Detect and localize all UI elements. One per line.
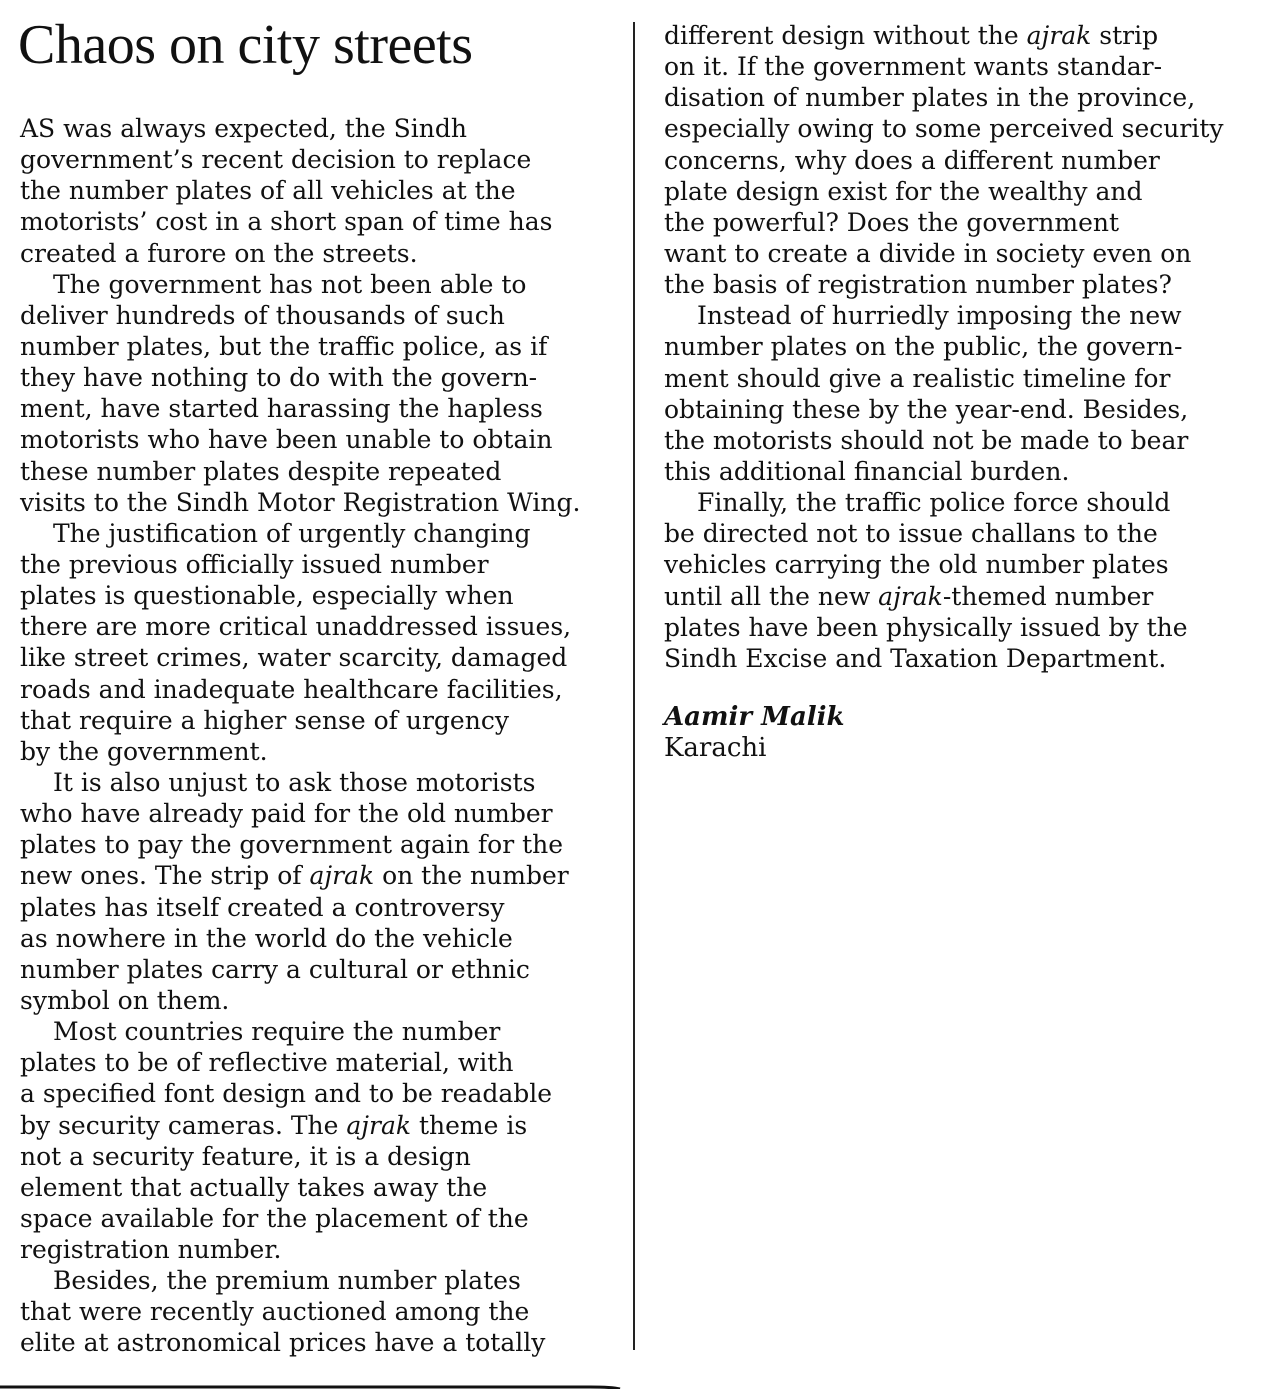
text-line: not a security feature, it is a design <box>20 1141 471 1171</box>
text-segment: until all the new <box>664 581 879 611</box>
text-line: Sindh Excise and Taxation Department. <box>664 643 1167 673</box>
text-line: ment should give a realistic timeline for <box>664 363 1171 393</box>
italic-term: ajrak <box>309 861 375 891</box>
text-line: number plates carry a cultural or ethnic <box>20 954 530 984</box>
text-line: especially owing to some perceived security <box>664 114 1224 144</box>
italic-term: ajrak <box>878 581 943 611</box>
text-line: they have nothing to do with the govern- <box>20 363 538 393</box>
text-line: ment, have started harassing the hapless <box>20 394 543 424</box>
text-line: plates has itself created a controversy <box>20 892 505 922</box>
text-line: government’s recent decision to replace <box>20 145 532 175</box>
text-line: a specified font design and to be readable <box>20 1079 553 1109</box>
text-line: like street crimes, water scarcity, damaged <box>20 643 568 673</box>
text-line: number plates, but the traffic police, as if <box>20 331 548 361</box>
text-line: as nowhere in the world do the vehicle <box>20 923 513 953</box>
text-line: concerns, why does a different number <box>664 145 1160 175</box>
article-column-left <box>20 113 610 1359</box>
text-line: motorists who have been unable to obtain <box>20 425 553 455</box>
text-line: by the government. <box>20 736 268 766</box>
text-line: this additional financial burden. <box>664 456 1070 486</box>
paragraph-first-line: The government has not been able to <box>53 269 527 299</box>
text-line: plates have been physically issued by the <box>664 612 1188 642</box>
text-line <box>20 1110 610 1141</box>
text-line: the number plates of all vehicles at the <box>20 176 516 206</box>
column-divider <box>633 22 635 1350</box>
text-line <box>20 860 610 891</box>
paragraph-first-line: Most countries require the number <box>53 1017 501 1047</box>
text-line: these number plates despite repeated <box>20 456 502 486</box>
text-line: element that actually takes away the <box>20 1172 488 1202</box>
italic-term: ajrak <box>346 1110 412 1140</box>
text-line: vehicles carrying the old number plates <box>664 550 1169 580</box>
author-name: Aamir Malik <box>664 702 845 732</box>
text-line: on it. If the government wants standar- <box>664 52 1163 82</box>
paragraph-first-line: Besides, the premium number plates <box>53 1266 521 1296</box>
letter-signature <box>664 702 845 764</box>
article-column-right <box>664 20 1254 674</box>
text-line: want to create a divide in society even on <box>664 238 1192 268</box>
text-line: there are more critical unaddressed issues, <box>20 612 572 642</box>
text-line: deliver hundreds of thousands of such <box>20 300 505 330</box>
paragraph-first-line: It is also unjust to ask those motorists <box>53 767 536 797</box>
text-line: who have already paid for the old number <box>20 799 553 829</box>
text-line: the basis of registration number plates? <box>664 270 1172 300</box>
text-line: registration number. <box>20 1235 282 1265</box>
text-line: obtaining these by the year-end. Besides, <box>664 394 1189 424</box>
text-line: disation of number plates in the province, <box>664 83 1196 113</box>
text-line <box>664 581 1254 612</box>
text-line: plate design exist for the wealthy and <box>664 176 1143 206</box>
italic-term: ajrak <box>1026 21 1092 50</box>
article-headline: Chaos on city streets <box>18 14 473 76</box>
text-line: symbol on them. <box>20 985 230 1015</box>
text-segment: strip <box>1091 21 1159 50</box>
text-line <box>664 20 1254 51</box>
text-line: be directed not to issue challans to the <box>664 519 1158 549</box>
paragraph-first-line: Finally, the traffic police force should <box>697 488 1171 518</box>
text-line: space available for the placement of the <box>20 1203 529 1233</box>
bottom-rule-line <box>0 1376 1261 1389</box>
text-segment: new ones. The strip of <box>20 861 310 891</box>
text-line: plates to pay the government again for the <box>20 830 564 860</box>
paragraph-first-line: The justification of urgently changing <box>53 518 531 548</box>
author-city: Karachi <box>664 733 767 764</box>
text-segment: on the number <box>374 861 569 891</box>
text-line: the powerful? Does the government <box>664 207 1120 237</box>
text-line: visits to the Sindh Motor Registration Wing. <box>20 487 581 517</box>
text-line: plates to be of reflective material, with <box>20 1048 514 1078</box>
text-segment: -themed number <box>942 581 1154 611</box>
text-line: created a furore on the streets. <box>20 238 418 268</box>
text-line: the previous officially issued number <box>20 549 489 579</box>
text-line: elite at astronomical prices have a totally <box>20 1328 546 1358</box>
text-line: roads and inadequate healthcare facilities, <box>20 674 563 704</box>
text-segment: different design without the <box>664 21 1027 50</box>
text-line: motorists’ cost in a short span of time has <box>20 207 553 237</box>
text-line: plates is questionable, especially when <box>20 581 514 611</box>
paragraph-first-line: Instead of hurriedly imposing the new <box>697 301 1182 331</box>
text-segment: theme is <box>411 1110 528 1140</box>
text-line: that were recently auctioned among the <box>20 1297 530 1327</box>
text-line: number plates on the public, the govern- <box>664 332 1183 362</box>
text-line: AS was always expected, the Sindh <box>20 114 467 143</box>
text-line: the motorists should not be made to bear <box>664 425 1189 455</box>
text-line: that require a higher sense of urgency <box>20 705 509 735</box>
text-segment: by security cameras. The <box>20 1110 347 1140</box>
